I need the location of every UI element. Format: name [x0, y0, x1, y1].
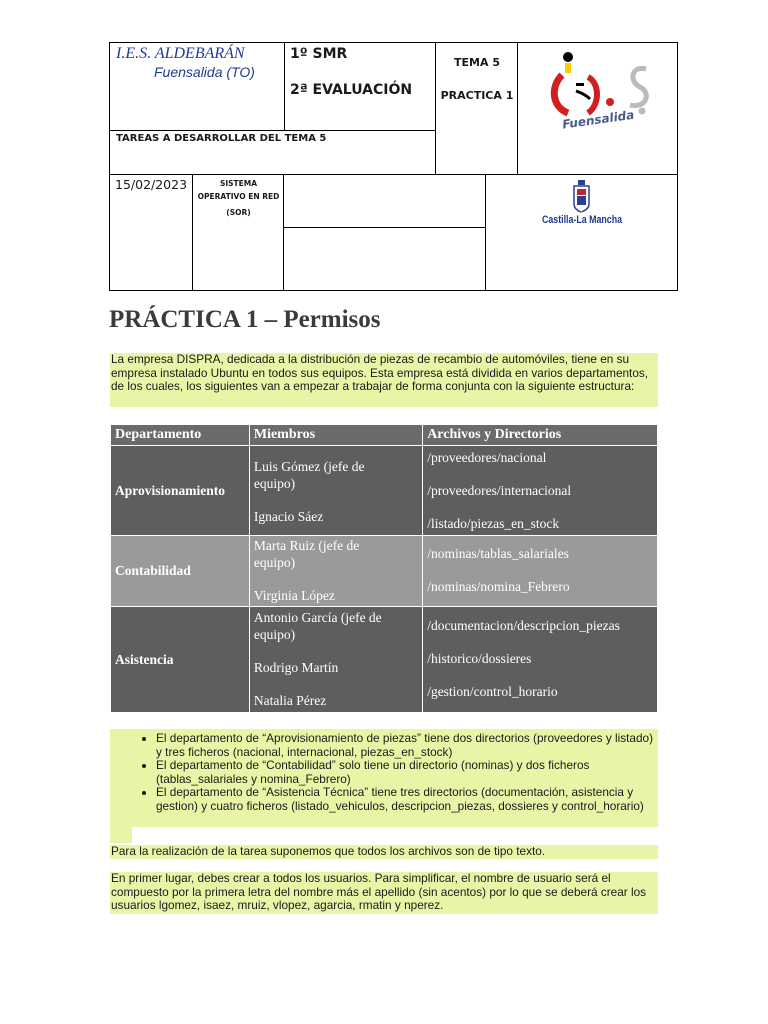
page-title: PRÁCTICA 1 – Permisos	[109, 306, 381, 333]
bullet-list	[110, 729, 658, 827]
paragraph-file-types: Para la realización de la tarea suponemos que todos los archivos son de tipo texto.	[110, 845, 658, 859]
intro-paragraph: La empresa DISPRA, dedicada a la distribución de piezas de recambio de automóviles, tiene en su empresa instalado Ubuntu en todos sus equipos. Esta empresa está dividida en varios departamentos, de los cuales, los siguientes van a empezar a trabajar de forma conjunta con la siguiente estructura:	[110, 353, 658, 407]
table-row-aprovisionamiento	[111, 446, 658, 536]
ies-logo-text: Fuensalida	[561, 107, 636, 132]
dept-members	[249, 446, 422, 536]
member: equipo)	[253, 627, 296, 642]
member: Rodrigo Martín	[253, 660, 339, 675]
castilla-la-mancha-logo	[540, 178, 624, 228]
table-header-files: Archivos y Directorios	[423, 425, 658, 446]
region-logo-cell	[485, 174, 678, 291]
file-path: /historico/dossieres	[427, 651, 532, 666]
table-row-asistencia	[111, 607, 658, 713]
highlight-fill	[110, 827, 132, 843]
school-cell	[109, 42, 284, 130]
file-path: /nominas/tablas_salariales	[427, 546, 569, 561]
evaluation-label: 2ª EVALUACIÓN	[290, 82, 413, 98]
tasks-cell	[109, 130, 435, 174]
subject-line-3: (SOR)	[226, 208, 251, 217]
member: Antonio García (jefe de	[253, 610, 382, 625]
dept-members	[249, 536, 422, 607]
departments-table	[110, 424, 658, 713]
member: Luis Gómez (jefe de	[253, 459, 365, 474]
member: Natalia Pérez	[253, 693, 327, 708]
date-label: 15/02/2023	[115, 177, 188, 192]
member: Marta Ruiz (jefe de	[253, 538, 360, 553]
table-header-department: Departamento	[111, 425, 250, 446]
list-item: • El departamento de “Asistencia Técnica” tiene tres directorios (documentación, asistencia y gestion) y cuatro ficheros (listado_vehiculos, descripcion_piezas, dossieres y control_horario)	[156, 786, 658, 813]
file-path: /documentacion/descripcion_piezas	[427, 618, 620, 633]
school-name: I.E.S. ALDEBARÁN	[116, 45, 245, 62]
list-item: • El departamento de “Aprovisionamiento de piezas” tiene dos directorios (proveedores y listado) y tres ficheros (nacional, internacional, piezas_en_stock)	[156, 732, 658, 759]
list-item: • El departamento de “Contabilidad” solo tiene un directorio (nominas) y dos ficheros (tablas_salariales y nomina_Febrero)	[156, 759, 658, 786]
file-path: /gestion/control_horario	[427, 684, 558, 699]
blank-cell-divider	[284, 227, 486, 228]
table-header-row	[111, 425, 658, 446]
member: Virginia López	[253, 588, 335, 603]
file-path: /nominas/nomina_Febrero	[427, 579, 570, 594]
dept-name: Contabilidad	[111, 536, 250, 607]
subject-line-1: SISTEMA	[219, 179, 258, 188]
school-town: Fuensalida (TO)	[154, 64, 255, 80]
table-row-contabilidad	[111, 536, 658, 607]
course-label: 1º SMR	[290, 46, 348, 62]
subject-cell	[192, 174, 283, 291]
subject-line-2: OPERATIVO EN RED	[197, 192, 280, 201]
file-path: /listado/piezas_en_stock	[427, 516, 560, 531]
document-header	[109, 42, 678, 291]
topic-label: TEMA 5	[454, 56, 500, 69]
dept-files	[423, 446, 658, 536]
dept-name: Aprovisionamiento	[111, 446, 250, 536]
dept-files	[423, 536, 658, 607]
file-path: /proveedores/internacional	[427, 483, 572, 498]
topic-cell	[435, 42, 517, 174]
practice-label: PRACTICA 1	[440, 89, 514, 102]
tasks-label: TAREAS A DESARROLLAR DEL TEMA 5	[116, 133, 327, 144]
region-logo-text: Castilla-La Mancha	[542, 214, 623, 226]
file-path: /proveedores/nacional	[427, 450, 547, 465]
dept-name: Asistencia	[111, 607, 250, 713]
course-cell	[284, 42, 435, 130]
member: Ignacio Sáez	[253, 509, 324, 524]
ies-logo	[548, 47, 660, 132]
date-cell	[109, 174, 192, 291]
table-header-members: Miembros	[249, 425, 422, 446]
member: equipo)	[253, 476, 296, 491]
member: equipo)	[253, 555, 296, 570]
blank-cell	[283, 174, 485, 291]
dept-files	[423, 607, 658, 713]
paragraph-user-creation: En primer lugar, debes crear a todos los usuarios. Para simplificar, el nombre de usuario será el compuesto por la primera letra del nombre más el apellido (sin acentos) por lo que se deberá crear los usuarios lgomez, isaez, mruiz, vlopez, agarcia, rmatin y nperez.	[110, 872, 658, 914]
school-logo-cell	[517, 42, 678, 174]
dept-members	[249, 607, 422, 713]
